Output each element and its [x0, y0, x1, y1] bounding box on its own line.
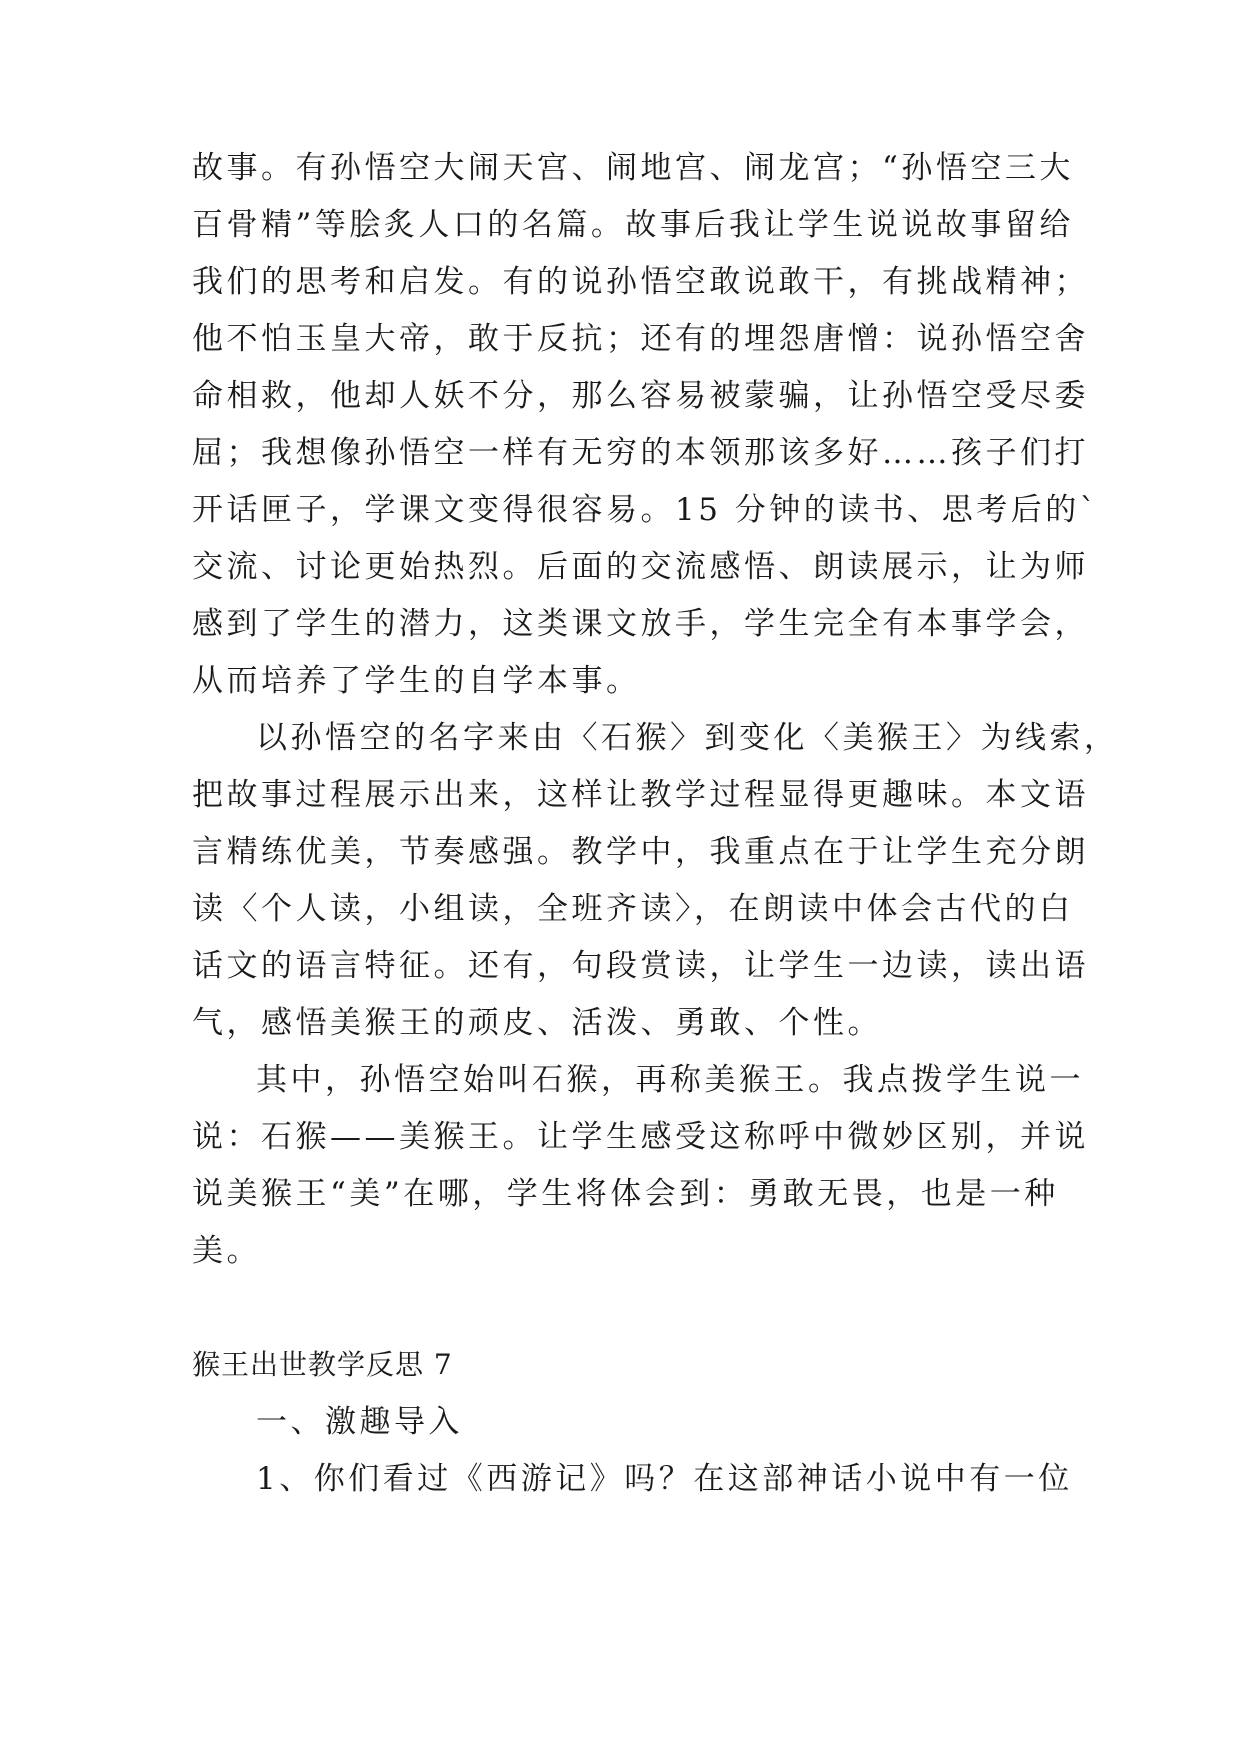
body-text-line: 从而培养了学生的自学本事。: [192, 663, 641, 699]
body-text-line: 1、你们看过《西游记》吗？在这部神话小说中有一位: [256, 1461, 1073, 1497]
body-text-line: 读〈个人读，小组读，全班齐读〉，在朗读中体会古代的白: [192, 891, 1074, 927]
body-text-line: 说美猴王“美”在哪，学生将体会到：勇敢无畏，也是一种: [192, 1176, 1059, 1212]
subheading: 一、激趣导入: [256, 1404, 463, 1440]
body-text-line: 话文的语言特征。还有，句段赏读，让学生一边读，读出语: [192, 948, 1089, 984]
body-text-line: 开话匣子，学课文变得很容易。15 分钟的读书、思考后的`: [192, 492, 1099, 528]
body-text-line: 其中，孙悟空始叫石猴，再称美猴王。我点拨学生说一: [256, 1062, 1084, 1098]
body-text-line: 我们的思考和启发。有的说孙悟空敢说敢干，有挑战精神；: [192, 264, 1089, 300]
body-text-line: 屈；我想像孙悟空一样有无穷的本领那该多好……孩子们打: [192, 435, 1089, 471]
body-text-line: 交流、讨论更始热烈。后面的交流感悟、朗读展示，让为师: [192, 549, 1089, 585]
body-text-line: 言精练优美，节奏感强。教学中，我重点在于让学生充分朗: [192, 834, 1089, 870]
body-text-line: 把故事过程展示出来，这样让教学过程显得更趣味。本文语: [192, 777, 1089, 813]
body-text-line: 气，感悟美猴王的顽皮、活泼、勇敢、个性。: [192, 1005, 882, 1041]
body-text-line: 命相救，他却人妖不分，那么容易被蒙骗，让孙悟空受尽委: [192, 378, 1089, 414]
body-text-line: 说：石猴——美猴王。让学生感受这称呼中微妙区别，并说: [192, 1119, 1089, 1155]
body-text-line: 以孙悟空的名字来由〈石猴〉到变化〈美猴王〉为线索，: [256, 720, 1119, 756]
section-title: 猴王出世教学反思 7: [192, 1348, 453, 1381]
body-text-line: 他不怕玉皇大帝，敢于反抗；还有的埋怨唐憎：说孙悟空舍: [192, 321, 1089, 357]
body-text-line: 故事。有孙悟空大闹天宫、闹地宫、闹龙宫；“孙悟空三大: [192, 150, 1074, 186]
body-text-line: 美。: [192, 1233, 261, 1269]
body-text-line: 百骨精”等脍炙人口的名篇。故事后我让学生说说故事留给: [192, 207, 1074, 243]
body-text-line: 感到了学生的潜力，这类课文放手，学生完全有本事学会，: [192, 606, 1089, 642]
